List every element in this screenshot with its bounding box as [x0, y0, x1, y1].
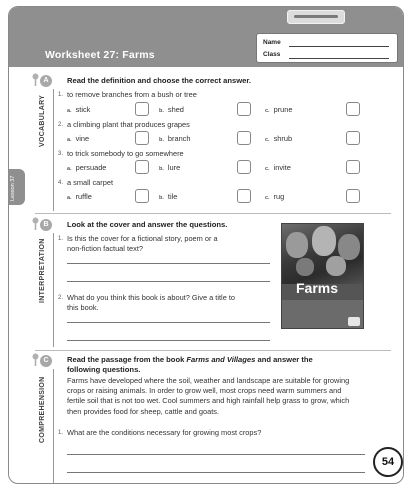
publisher-logo: [287, 10, 345, 24]
answer-checkbox[interactable]: [135, 160, 149, 174]
option-b: b. lure: [159, 163, 181, 172]
pin-icon: [31, 217, 40, 230]
cow-image: [296, 258, 314, 276]
worksheet-header: [9, 7, 403, 67]
page-number: 54: [373, 447, 403, 477]
answer-checkbox[interactable]: [237, 189, 251, 203]
cow-image: [286, 232, 308, 258]
option-c: c. invite: [265, 163, 291, 172]
answer-line[interactable]: [67, 340, 270, 341]
section-c-instruction: Read the passage from the book Farms and Villages and answer the following questions.: [67, 355, 313, 374]
class-label: Class: [263, 51, 281, 58]
question-number: 2.: [58, 295, 64, 301]
answer-checkbox[interactable]: [237, 102, 251, 116]
option-b: b. branch: [159, 134, 191, 143]
question-number: 3.: [58, 151, 64, 157]
question-text-line: What do you think this book is about? Give a title to: [67, 293, 236, 302]
option-a: a. stick: [67, 105, 91, 114]
question-text: a small carpet: [67, 178, 114, 187]
section-b-badge: B: [40, 219, 52, 231]
lesson-tab-label: Lesson 37: [10, 175, 16, 201]
cover-title: Farms: [296, 280, 339, 296]
book-title-italic: Farms and Villages: [186, 355, 256, 364]
question-text: to remove branches from a bush or tree: [67, 90, 197, 99]
name-field[interactable]: [289, 46, 389, 47]
answer-line[interactable]: [67, 263, 270, 264]
option-c: c. shrub: [265, 134, 293, 143]
section-c-rule: [53, 369, 54, 483]
question-text-line: this book.: [67, 303, 99, 312]
name-class-box: [256, 33, 398, 63]
question-text: to trick somebody to go somewhere: [67, 149, 184, 158]
option-a: a. vine: [67, 134, 90, 143]
answer-line[interactable]: [67, 281, 270, 282]
option-c: c. prune: [265, 105, 293, 114]
lesson-tab: [8, 169, 25, 205]
option-b: b. shed: [159, 105, 184, 114]
question-text: a climbing plant that produces grapes: [67, 120, 190, 129]
pin-icon: [31, 73, 40, 86]
question-number: 1.: [58, 236, 64, 242]
question-number: 1.: [58, 92, 64, 98]
worksheet-title: Worksheet 27: Farms: [45, 49, 155, 61]
section-b-label: INTERPRETATION: [39, 238, 46, 303]
answer-checkbox[interactable]: [135, 189, 149, 203]
reading-passage: Farms have developed where the soil, weather and landscape are suitable for growing crops or raising animals. In order to grow well, most crops need warm summers and fertile soil that is not too wet. Cool summers and high rainfall help grass to grow, which then provides food for sheep, cattle and goats.: [67, 376, 350, 416]
answer-checkbox[interactable]: [346, 131, 360, 145]
worksheet-page: [8, 6, 404, 484]
question-text: What are the conditions necessary for growing most crops?: [67, 428, 262, 437]
answer-checkbox[interactable]: [237, 160, 251, 174]
section-a-instruction: Read the definition and choose the correct answer.: [67, 76, 251, 85]
answer-checkbox[interactable]: [346, 160, 360, 174]
answer-checkbox[interactable]: [346, 189, 360, 203]
answer-checkbox[interactable]: [237, 131, 251, 145]
cow-image: [326, 256, 346, 276]
pin-icon: [31, 353, 40, 366]
book-cover: [281, 223, 364, 329]
answer-line[interactable]: [67, 322, 270, 323]
section-c-label: COMPREHENSION: [39, 376, 46, 443]
section-divider: [35, 350, 391, 351]
cow-image: [312, 226, 336, 256]
section-b-instruction: Look at the cover and answer the questions.: [67, 220, 228, 229]
class-field[interactable]: [289, 58, 389, 59]
section-a-label: VOCABULARY: [39, 94, 46, 147]
answer-checkbox[interactable]: [135, 102, 149, 116]
question-number: 2.: [58, 122, 64, 128]
question-number: 1.: [58, 430, 64, 436]
section-c-badge: C: [40, 355, 52, 367]
publisher-logo: [348, 317, 360, 326]
section-a-rule: [53, 89, 54, 211]
question-number: 4.: [58, 180, 64, 186]
section-a-badge: A: [40, 75, 52, 87]
name-label: Name: [263, 39, 281, 46]
answer-line[interactable]: [67, 472, 365, 473]
answer-checkbox[interactable]: [135, 131, 149, 145]
question-text-line: non-fiction factual text?: [67, 244, 144, 253]
question-text-line: Is this the cover for a fictional story, poem or a: [67, 234, 218, 243]
option-b: b. tile: [159, 192, 178, 201]
answer-checkbox[interactable]: [346, 102, 360, 116]
section-b-rule: [53, 233, 54, 347]
section-divider: [35, 213, 391, 214]
option-c: c. rug: [265, 192, 285, 201]
option-a: a. persuade: [67, 163, 107, 172]
answer-line[interactable]: [67, 454, 365, 455]
option-a: a. ruffle: [67, 192, 92, 201]
